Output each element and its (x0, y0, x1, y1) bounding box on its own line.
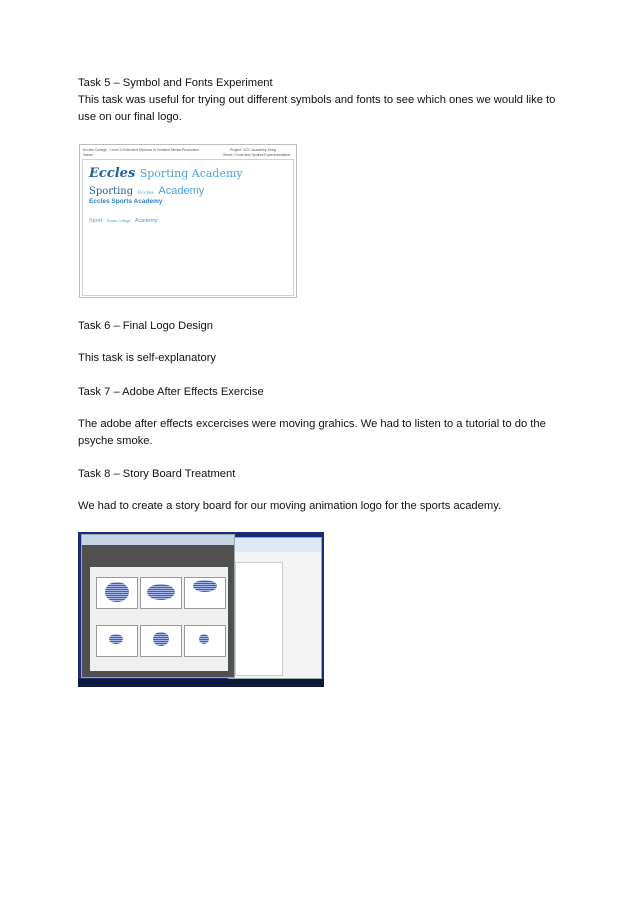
task5-heading: Task 5 – Symbol and Fonts Experiment (78, 77, 273, 89)
figure-header-right-2: Sheet: Fonts and Symbol Experimentation (223, 153, 291, 157)
storyboard-frame-5 (140, 625, 182, 657)
figure-header-right-1: Project: SCC Academy Sting (230, 148, 276, 152)
logo-experiment-image (79, 144, 297, 298)
task7-heading: Task 7 – Adobe After Effects Exercise (78, 386, 264, 398)
task6-body: This task is self-explanatory (78, 352, 217, 364)
taskbar (78, 679, 324, 687)
storyboard-frame-6 (184, 625, 226, 657)
background-window (228, 537, 322, 679)
logo-line-3: Eccles Sports Academy (89, 198, 163, 205)
storyboard-window (81, 534, 235, 678)
task5-body: This task was useful for trying out different symbols and fonts to see which ones we would like to use on our final logo. (78, 94, 556, 123)
logo-line-2: Sporting Eccles Academy (89, 185, 205, 197)
task8-heading: Task 8 – Story Board Treatment (78, 468, 236, 480)
storyboard-frame-3 (184, 577, 226, 609)
storyboard-frame-2 (140, 577, 182, 609)
task7-body: The adobe after effects excercises were moving grahics. We had to listen to a tutorial to do the psyche smoke. (78, 418, 546, 447)
figure-header-name: Name: (83, 153, 94, 157)
storyboard-frame-1 (96, 577, 138, 609)
logo-panel (82, 159, 294, 296)
storyboard-screenshot-image (78, 532, 324, 687)
task8-body: We had to create a story board for our moving animation logo for the sports academy. (78, 500, 502, 512)
logo-line-1: Eccles Sporting Academy (89, 166, 243, 181)
storyboard-frame-4 (96, 625, 138, 657)
task6-heading: Task 6 – Final Logo Design (78, 320, 213, 332)
logo-line-4: Sport Eccles College Academy (89, 218, 158, 224)
figure-header-left: Eccles College - Level 3 Extended Diploma in Creative Media Production (83, 148, 200, 152)
